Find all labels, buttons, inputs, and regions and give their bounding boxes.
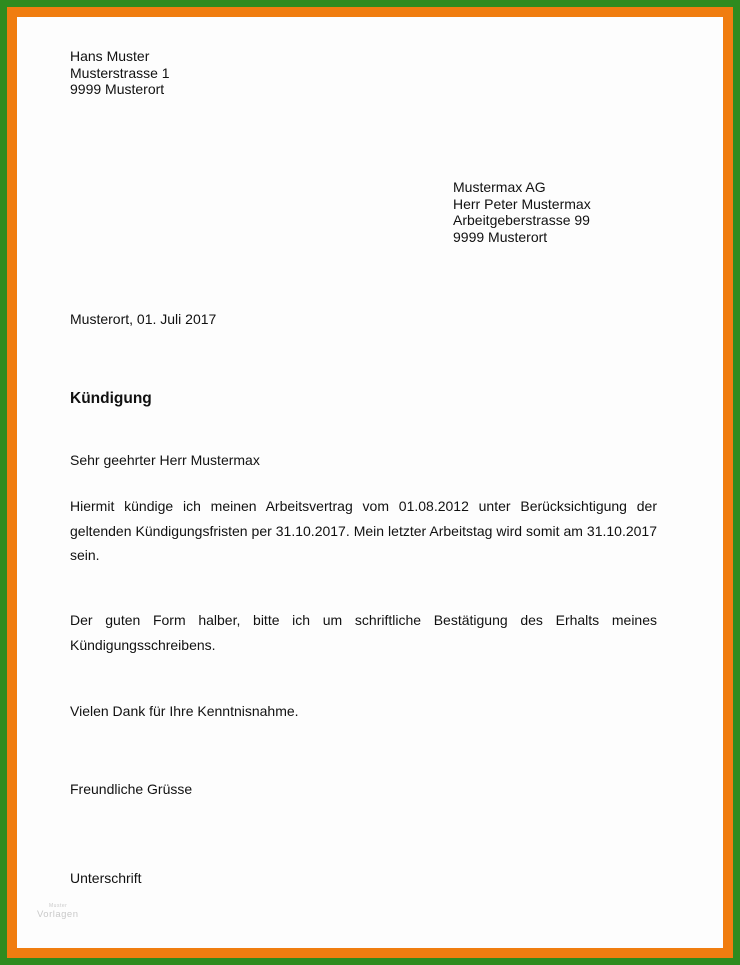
sender-address — [70, 48, 170, 98]
watermark-small-text: Muster — [49, 903, 68, 909]
recipient-company: Mustermax AG — [453, 179, 546, 195]
recipient-city: 9999 Musterort — [453, 228, 548, 245]
closing-line: Freundliche Grüsse — [70, 781, 193, 797]
date-line: Musterort, 01. Juli 2017 — [70, 311, 217, 327]
salutation: Sehr geehrter Herr Mustermax — [70, 452, 260, 468]
sender-street: Musterstrasse 1 — [70, 64, 170, 81]
letter-page — [17, 17, 723, 948]
watermark-main-text: Vorlagen — [37, 909, 79, 920]
watermark-logo — [37, 903, 79, 920]
signature-line: Unterschrift — [70, 870, 142, 886]
body-paragraph-1: Hiermit kündige ich meinen Arbeitsvertrag vom 01.08.2012 unter Berücksichtigung der geltenden Kündigungsfristen per 31.10.2017. Mein letzter Arbeitstag wird somit am 31.10.2017 sein. — [70, 498, 657, 563]
sender-name: Hans Muster — [70, 48, 150, 64]
recipient-street: Arbeitgeberstrasse 99 — [453, 212, 590, 228]
sender-city: 9999 Musterort — [70, 81, 165, 97]
letter-subject: Kündigung — [70, 390, 152, 407]
recipient-address — [453, 179, 591, 245]
body-paragraph-2: Der guten Form halber, bitte ich um schriftliche Bestätigung des Erhalts meines Kündigungsschreibens. — [70, 612, 657, 653]
recipient-person: Herr Peter Mustermax — [453, 195, 591, 212]
thanks-line: Vielen Dank für Ihre Kenntnisnahme. — [70, 703, 299, 719]
